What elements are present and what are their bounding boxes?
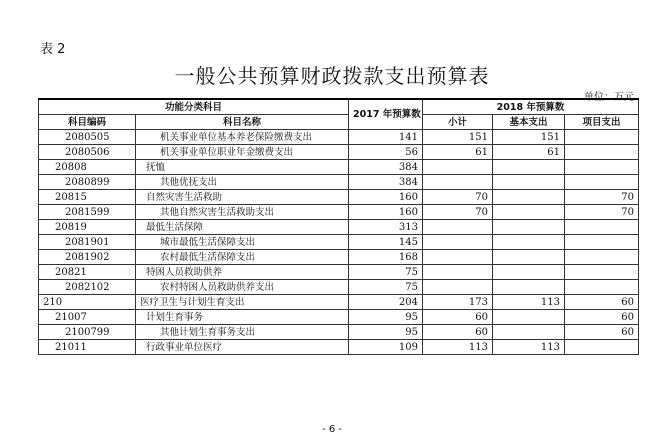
project-2018-cell [565, 220, 639, 235]
subject-code-cell: 2080899 [39, 175, 136, 190]
basic-2018-cell [493, 250, 565, 265]
project-2018-cell: 60 [565, 295, 639, 310]
basic-2018-cell [493, 190, 565, 205]
basic-2018-cell: 113 [493, 295, 565, 310]
project-2018-cell: 60 [565, 310, 639, 325]
subject-name-cell: 行政事业单位医疗 [136, 340, 349, 355]
header-subject-code: 科目编码 [39, 115, 136, 130]
subtotal-2018-cell: 61 [423, 145, 493, 160]
budget-2017-cell: 95 [349, 325, 423, 340]
page-number: - 6 - [322, 424, 342, 435]
basic-2018-cell [493, 280, 565, 295]
table-row [39, 295, 639, 310]
subject-code-cell: 2082102 [39, 280, 136, 295]
project-2018-cell [565, 175, 639, 190]
table-row [39, 220, 639, 235]
basic-2018-cell: 113 [493, 340, 565, 355]
budget-2017-cell: 313 [349, 220, 423, 235]
subject-code-cell: 2100799 [39, 325, 136, 340]
budget-2017-cell: 160 [349, 190, 423, 205]
subject-name-cell: 机关事业单位基本养老保险缴费支出 [136, 130, 349, 145]
subject-code-cell: 2081901 [39, 235, 136, 250]
budget-2017-cell: 141 [349, 130, 423, 145]
subject-code-cell: 20808 [39, 160, 136, 175]
subject-name-cell: 机关事业单位职业年金缴费支出 [136, 145, 349, 160]
subject-name-cell: 最低生活保障 [136, 220, 349, 235]
budget-2017-cell: 75 [349, 265, 423, 280]
table-row [39, 235, 639, 250]
header-subject-name: 科目名称 [136, 115, 349, 130]
table-row [39, 340, 639, 355]
project-2018-cell [565, 280, 639, 295]
table-row [39, 175, 639, 190]
subject-code-cell: 2081902 [39, 250, 136, 265]
budget-2017-cell: 168 [349, 250, 423, 265]
project-2018-cell: 70 [565, 190, 639, 205]
table-row [39, 190, 639, 205]
subject-name-cell: 城市最低生活保障支出 [136, 235, 349, 250]
subject-name-cell: 其他自然灾害生活救助支出 [136, 205, 349, 220]
table-row [39, 205, 639, 220]
budget-2017-cell: 109 [349, 340, 423, 355]
project-2018-cell [565, 265, 639, 280]
budget-2017-cell: 160 [349, 205, 423, 220]
header-2018-budget: 2018 年预算数 [423, 99, 639, 115]
document-title: 一般公共预算财政拨款支出预算表 [174, 64, 490, 88]
basic-2018-cell [493, 235, 565, 250]
basic-2018-cell [493, 265, 565, 280]
basic-2018-cell [493, 175, 565, 190]
table-label: 表 2 [40, 42, 66, 57]
subtotal-2018-cell [423, 175, 493, 190]
project-2018-cell [565, 160, 639, 175]
budget-2017-cell: 95 [349, 310, 423, 325]
basic-2018-cell [493, 325, 565, 340]
subject-code-cell: 2080505 [39, 130, 136, 145]
header-subtotal: 小计 [423, 115, 493, 130]
subject-name-cell: 农村特困人员救助供养支出 [136, 280, 349, 295]
subtotal-2018-cell: 173 [423, 295, 493, 310]
subtotal-2018-cell [423, 235, 493, 250]
budget-2017-cell: 204 [349, 295, 423, 310]
budget-2017-cell: 145 [349, 235, 423, 250]
basic-2018-cell [493, 160, 565, 175]
table-body [39, 130, 639, 355]
subtotal-2018-cell: 60 [423, 310, 493, 325]
subtotal-2018-cell [423, 250, 493, 265]
subtotal-2018-cell [423, 220, 493, 235]
subtotal-2018-cell [423, 265, 493, 280]
header-project-expenditure: 项目支出 [565, 115, 639, 130]
subject-code-cell: 210 [39, 295, 136, 310]
subject-name-cell: 抚恤 [136, 160, 349, 175]
table-row [39, 160, 639, 175]
subject-name-cell: 自然灾害生活救助 [136, 190, 349, 205]
subject-name-cell: 农村最低生活保障支出 [136, 250, 349, 265]
table-row [39, 265, 639, 280]
subject-name-cell: 医疗卫生与计划生育支出 [136, 295, 349, 310]
subject-name-cell: 其他优抚支出 [136, 175, 349, 190]
table-row [39, 130, 639, 145]
subject-code-cell: 2081599 [39, 205, 136, 220]
budget-2017-cell: 56 [349, 145, 423, 160]
table-row [39, 280, 639, 295]
subtotal-2018-cell: 151 [423, 130, 493, 145]
subject-code-cell: 20819 [39, 220, 136, 235]
project-2018-cell [565, 340, 639, 355]
subject-code-cell: 2080506 [39, 145, 136, 160]
subject-code-cell: 21011 [39, 340, 136, 355]
table-row [39, 325, 639, 340]
budget-2017-cell: 75 [349, 280, 423, 295]
project-2018-cell: 60 [565, 325, 639, 340]
subtotal-2018-cell: 70 [423, 205, 493, 220]
subject-name-cell: 计划生育事务 [136, 310, 349, 325]
basic-2018-cell [493, 205, 565, 220]
budget-table [38, 98, 639, 355]
table-row [39, 310, 639, 325]
table-row [39, 145, 639, 160]
subtotal-2018-cell [423, 280, 493, 295]
subject-code-cell: 20821 [39, 265, 136, 280]
project-2018-cell [565, 250, 639, 265]
basic-2018-cell: 151 [493, 130, 565, 145]
subtotal-2018-cell: 60 [423, 325, 493, 340]
project-2018-cell [565, 235, 639, 250]
header-basic-expenditure: 基本支出 [493, 115, 565, 130]
header-2017-budget: 2017 年预算数 [349, 99, 423, 130]
budget-2017-cell: 384 [349, 160, 423, 175]
project-2018-cell [565, 130, 639, 145]
unit-note: 单位：万元 [584, 92, 634, 103]
header-function-category: 功能分类科目 [39, 99, 349, 115]
subject-name-cell: 特困人员救助供养 [136, 265, 349, 280]
project-2018-cell: 70 [565, 205, 639, 220]
subject-name-cell: 其他计划生育事务支出 [136, 325, 349, 340]
project-2018-cell [565, 145, 639, 160]
subject-code-cell: 20815 [39, 190, 136, 205]
table-row [39, 250, 639, 265]
subtotal-2018-cell [423, 160, 493, 175]
budget-2017-cell: 384 [349, 175, 423, 190]
subtotal-2018-cell: 70 [423, 190, 493, 205]
subtotal-2018-cell: 113 [423, 340, 493, 355]
subject-code-cell: 21007 [39, 310, 136, 325]
basic-2018-cell [493, 220, 565, 235]
basic-2018-cell: 61 [493, 145, 565, 160]
basic-2018-cell [493, 310, 565, 325]
